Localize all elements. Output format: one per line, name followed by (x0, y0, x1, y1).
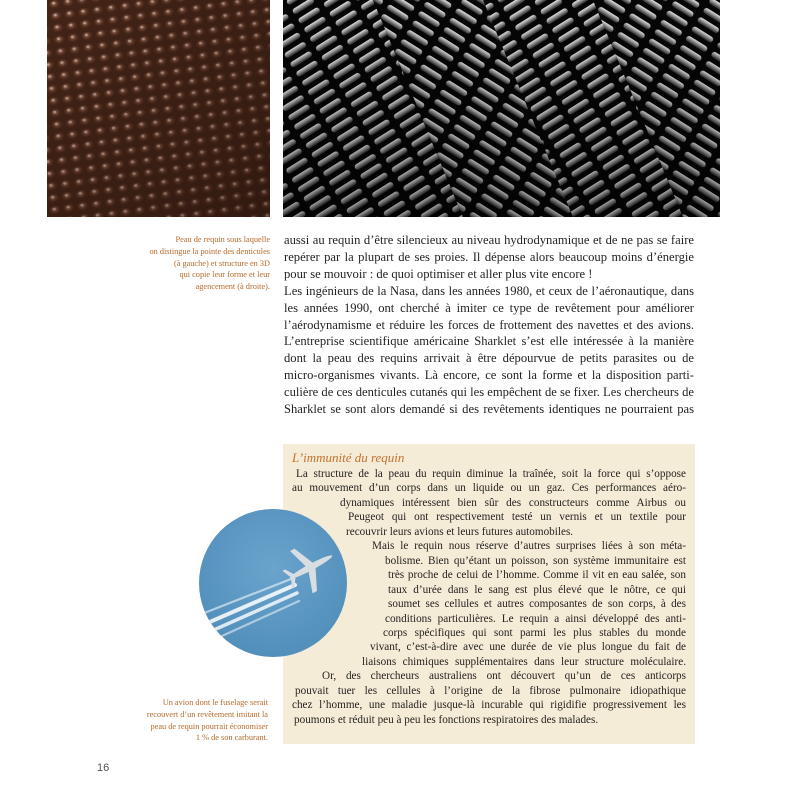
sidebar-line: au mouvement d’un corps dans un liquide ou un gaz. Ces performances aéro- (292, 482, 686, 495)
caption-line: on distingue la pointe des denticules (149, 246, 270, 256)
body-line: micro-organismes vivants. Là encore, ce sont la forme et la disposition parti- (284, 368, 694, 383)
body-line: Sharklet se sont alors demandé si des revêtements identiques ne pourraient pas (284, 402, 694, 417)
caption-line: agencement (à droite). (195, 282, 270, 292)
sidebar-line: Or, des chercheurs australiens ont découvert qu’un de ces anticorps (322, 670, 686, 683)
sidebar-line: La structure de la peau du requin diminue la traînée, soit la force qui s’oppose (296, 468, 686, 480)
sidebar-line: poumons et réduit peu à peu les fonctions respiratoires des malades. (294, 713, 599, 726)
body-line: L’entreprise scientifique américaine Sharklet s’est elle intéressée à la manière (284, 334, 694, 349)
sidebar-line: vivant, c’est-à-dire avec une durée de vie plus longue du fait de (370, 641, 686, 654)
sidebar-line: taux d’urée dans le sang est plus élevé que le nôtre, ce qui (388, 583, 686, 596)
sidebar-line: très proche de celui de l’homme. Comme il vit en eau salée, son (388, 569, 686, 582)
caption-line: 1 % de son carburant. (195, 733, 268, 743)
caption-line: recouvert d’un revêtement imitant la (146, 709, 268, 719)
3d-structure-photo (283, 0, 720, 217)
body-line: l’aérodynamisme et réduire les forces de frottement des navettes et des avions. (284, 317, 694, 332)
sidebar-line: bolisme. Bien qu’étant un poisson, son système immunitaire est (385, 554, 686, 567)
body-line: dont la peau des requins arrivait à être dépourvue de petits parasites ou de (284, 351, 694, 366)
sidebar-title: L’immunité du requin (292, 450, 405, 465)
sidebar-text (0, 467, 800, 727)
body-line: repérer par la plupart de ses proies. Il dépense alors beaucoup moins d’énergie (284, 249, 694, 264)
sidebar-line: chez l’homme, une maladie jusque-là incurable qui rigidifie progressivement les (292, 699, 686, 712)
sidebar-line: pouvait tuer les cellules à l’origine de la fibrose pulmonaire idiopathique (295, 684, 686, 697)
sidebar-line: dynamiques intéressent bien sûr des constructeurs comme Airbus ou (340, 496, 686, 509)
body-line: les années 1990, ont cherché à imiter ce type de revêtement pour améliorer (284, 300, 694, 315)
body-text (284, 232, 694, 418)
sidebar-line: soumet ses cellules et autres composantes de son corps, à des (388, 598, 686, 611)
sidebar-line: conditions particulières. Le requin a ainsi développé des anti- (385, 612, 686, 625)
photo-caption-top (118, 234, 270, 293)
photo-caption-bottom (118, 697, 268, 744)
sidebar-line: Mais le requin nous réserve d’autres surprises liées à son méta- (372, 540, 686, 553)
caption-line: Peau de requin sous laquelle (175, 235, 270, 244)
body-line: Les ingénieurs de la Nasa, dans les années 1980, et ceux de l’aéronautique, dans (284, 283, 694, 298)
body-line: pour se mouvoir : de quoi optimiser et aller plus vite encore ! (284, 266, 593, 281)
body-line: culière de ces denticules cutanés qui les empêchent de se fixer. Les chercheurs de (284, 385, 694, 400)
page-number: 16 (97, 762, 110, 774)
caption-line: Un avion dont le fuselage serait (162, 698, 268, 707)
sidebar-line: recouvrir leurs avions et leurs futures automobiles. (346, 525, 574, 538)
sidebar-line: Peugeot qui ont respectivement testé un vernis et un textile pour (348, 511, 686, 524)
caption-line: qui copie leur forme et leur (179, 270, 270, 280)
sidebar-line: liaisons chimiques supplémentaires dans leur structure moléculaire. (362, 655, 686, 668)
shark-skin-photo (47, 0, 270, 217)
caption-line: (à gauche) et structure en 3D (173, 258, 270, 268)
caption-line: peau de requin pourrait économiser (150, 721, 268, 731)
body-line: aussi au requin d’être silencieux au niveau hydrodynamique et de ne pas se faire (284, 233, 694, 247)
sidebar-line: corps spécifiques qui sont parmi les plus stables du monde (383, 626, 686, 639)
